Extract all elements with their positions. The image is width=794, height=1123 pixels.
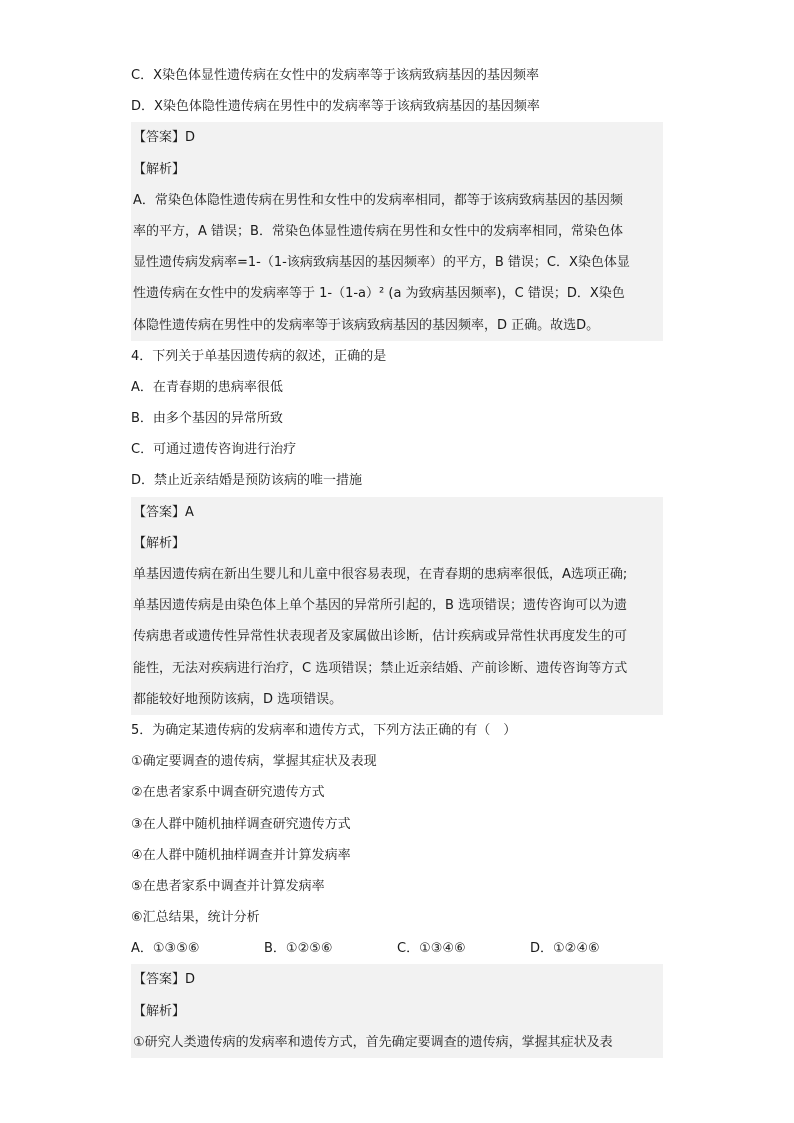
q4-analysis-line: 传病患者或遗传性异常性状表现者及家属做出诊断，估计疾病或异常性状再度发生的可 — [133, 629, 628, 645]
q5-answer: 【答案】D — [133, 972, 196, 988]
q3-analysis-line: 性遗传病在女性中的发病率等于 1-（1-a）² (a 为致病基因频率)，C 错误；D．X染色 — [133, 286, 625, 302]
q5-choice-b: B．①②⑤⑥ — [264, 941, 333, 957]
q5-choice-d: D．①②④⑥ — [530, 941, 600, 957]
q5-item: ④在人群中随机抽样调查并计算发病率 — [131, 847, 351, 863]
q3-analysis-line: 率的平方，A 错误；B．常染色体显性遗传病在男性和女性中的发病率相同，常染色体 — [133, 223, 623, 239]
q5-choices — [131, 933, 663, 964]
q3-analysis-label: 【解析】 — [133, 161, 186, 177]
q5-choice-c: C．①③④⑥ — [397, 941, 466, 957]
q4-answer: 【答案】A — [133, 504, 194, 520]
q4-analysis-line: 单基因遗传病是由染色体上单个基因的异常所引起的，B 选项错误；遗传咨询可以为遗 — [133, 598, 628, 614]
document-page — [131, 60, 663, 1058]
q4-option-b: B．由多个基因的异常所致 — [131, 411, 283, 427]
q3-answer: 【答案】D — [133, 130, 196, 146]
q5-item: ③在人群中随机抽样调查研究遗传方式 — [131, 816, 351, 832]
q5-item: ②在患者家系中调查研究遗传方式 — [131, 785, 325, 801]
q5-item: ⑤在患者家系中调查并计算发病率 — [131, 878, 325, 894]
q4-stem: 4．下列关于单基因遗传病的叙述，正确的是 — [131, 348, 387, 364]
q5-analysis-label: 【解析】 — [133, 1003, 186, 1019]
q3-option-c: C．X染色体显性遗传病在女性中的发病率等于该病致病基因的基因频率 — [131, 68, 539, 83]
q4-option-c: C．可通过遗传咨询进行治疗 — [131, 442, 297, 458]
q5-item: ⑥汇总结果，统计分析 — [131, 910, 260, 926]
q3-analysis-line: A．常染色体隐性遗传病在男性和女性中的发病率相同，都等于该病致病基因的基因频 — [133, 192, 623, 208]
q3-analysis-line: 显性遗传病发病率=1-（1-该病致病基因的基因频率）的平方，B 错误；C．X染色体显 — [133, 255, 630, 271]
q4-analysis-line: 能性，无法对疾病进行治疗，C 选项错误；禁止近亲结婚、产前诊断、遗传咨询等方式 — [133, 660, 628, 676]
q4-analysis-label: 【解析】 — [133, 535, 186, 551]
q4-analysis-line: 都能较好地预防该病，D 选项错误。 — [133, 691, 343, 707]
q3-analysis-line: 体隐性遗传病在男性中的发病率等于该病致病基因的基因频率，D 正确。故选D。 — [133, 317, 600, 333]
q5-answer-block — [131, 964, 663, 1058]
q4-option-a: A．在青春期的患病率很低 — [131, 379, 283, 395]
q4-option-d: D．禁止近亲结婚是预防该病的唯一措施 — [131, 473, 363, 489]
q4-answer-block — [131, 497, 663, 715]
q3-option-d: D．X染色体隐性遗传病在男性中的发病率等于该病致病基因的基因频率 — [131, 99, 540, 115]
q5-item: ①确定要调查的遗传病，掌握其症状及表现 — [131, 754, 377, 770]
q4-analysis-line: 单基因遗传病在新出生婴儿和儿童中很容易表现，在青春期的患病率很低，A选项正确; — [133, 567, 628, 582]
q5-analysis-line: ①研究人类遗传病的发病率和遗传方式，首先确定要调查的遗传病，掌握其症状及表 — [133, 1034, 613, 1050]
q5-stem: 5．为确定某遗传病的发病率和遗传方式，下列方法正确的有（ ） — [131, 722, 517, 738]
q3-answer-block — [131, 122, 663, 340]
q5-choice-a: A．①③⑤⑥ — [131, 941, 200, 957]
